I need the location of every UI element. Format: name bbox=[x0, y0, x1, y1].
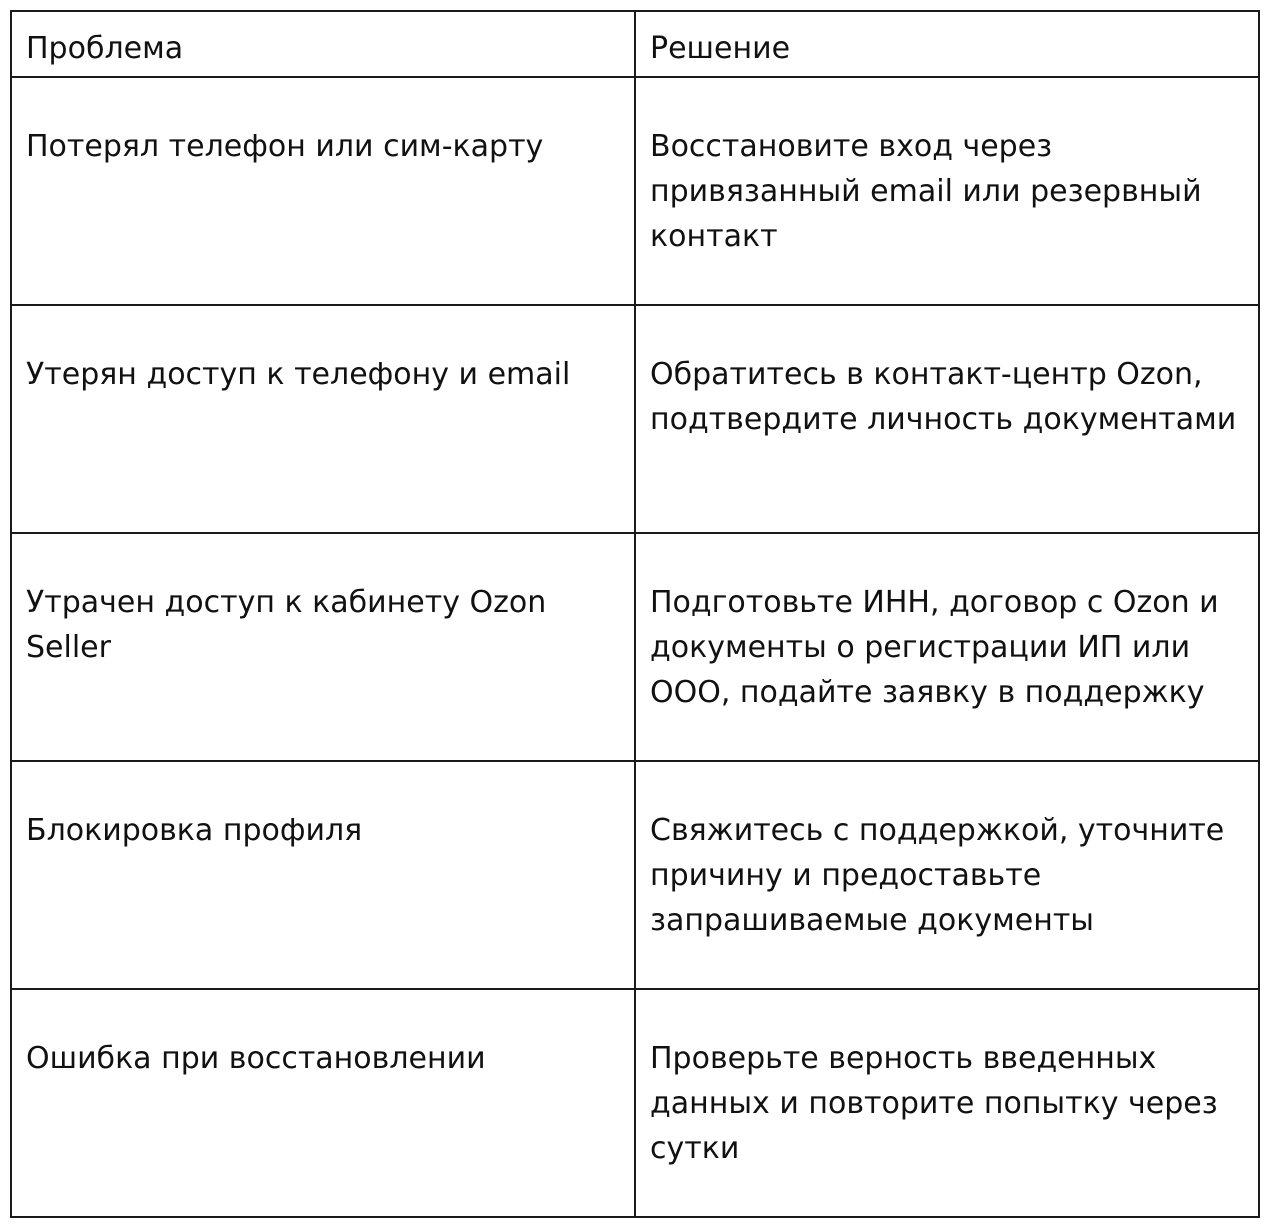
problem-solution-table bbox=[10, 10, 1260, 1218]
header-problem: Проблема bbox=[11, 11, 635, 77]
problem-cell: Потерял телефон или сим-карту bbox=[11, 77, 635, 305]
table-row bbox=[11, 761, 1259, 989]
problem-cell: Блокировка профиля bbox=[11, 761, 635, 989]
table-row bbox=[11, 305, 1259, 533]
solution-cell: Свяжитесь с поддержкой, уточните причину и предоставьте запрашиваемые документы bbox=[635, 761, 1259, 989]
solution-cell: Проверьте верность введенных данных и повторите попытку через сутки bbox=[635, 989, 1259, 1217]
table-row bbox=[11, 77, 1259, 305]
problem-cell: Ошибка при восстановлении bbox=[11, 989, 635, 1217]
table-header-row bbox=[11, 11, 1259, 77]
problem-cell: Утрачен доступ к кабинету Ozon Seller bbox=[11, 533, 635, 761]
table-row bbox=[11, 989, 1259, 1217]
solution-cell: Подготовьте ИНН, договор с Ozon и документы о регистрации ИП или ООО, подайте заявку в поддержку bbox=[635, 533, 1259, 761]
solution-cell: Обратитесь в контакт-центр Ozon, подтвердите личность документами bbox=[635, 305, 1259, 533]
problem-cell: Утерян доступ к телефону и email bbox=[11, 305, 635, 533]
header-solution: Решение bbox=[635, 11, 1259, 77]
solution-cell: Восстановите вход через привязанный email или резервный контакт bbox=[635, 77, 1259, 305]
table-row bbox=[11, 533, 1259, 761]
